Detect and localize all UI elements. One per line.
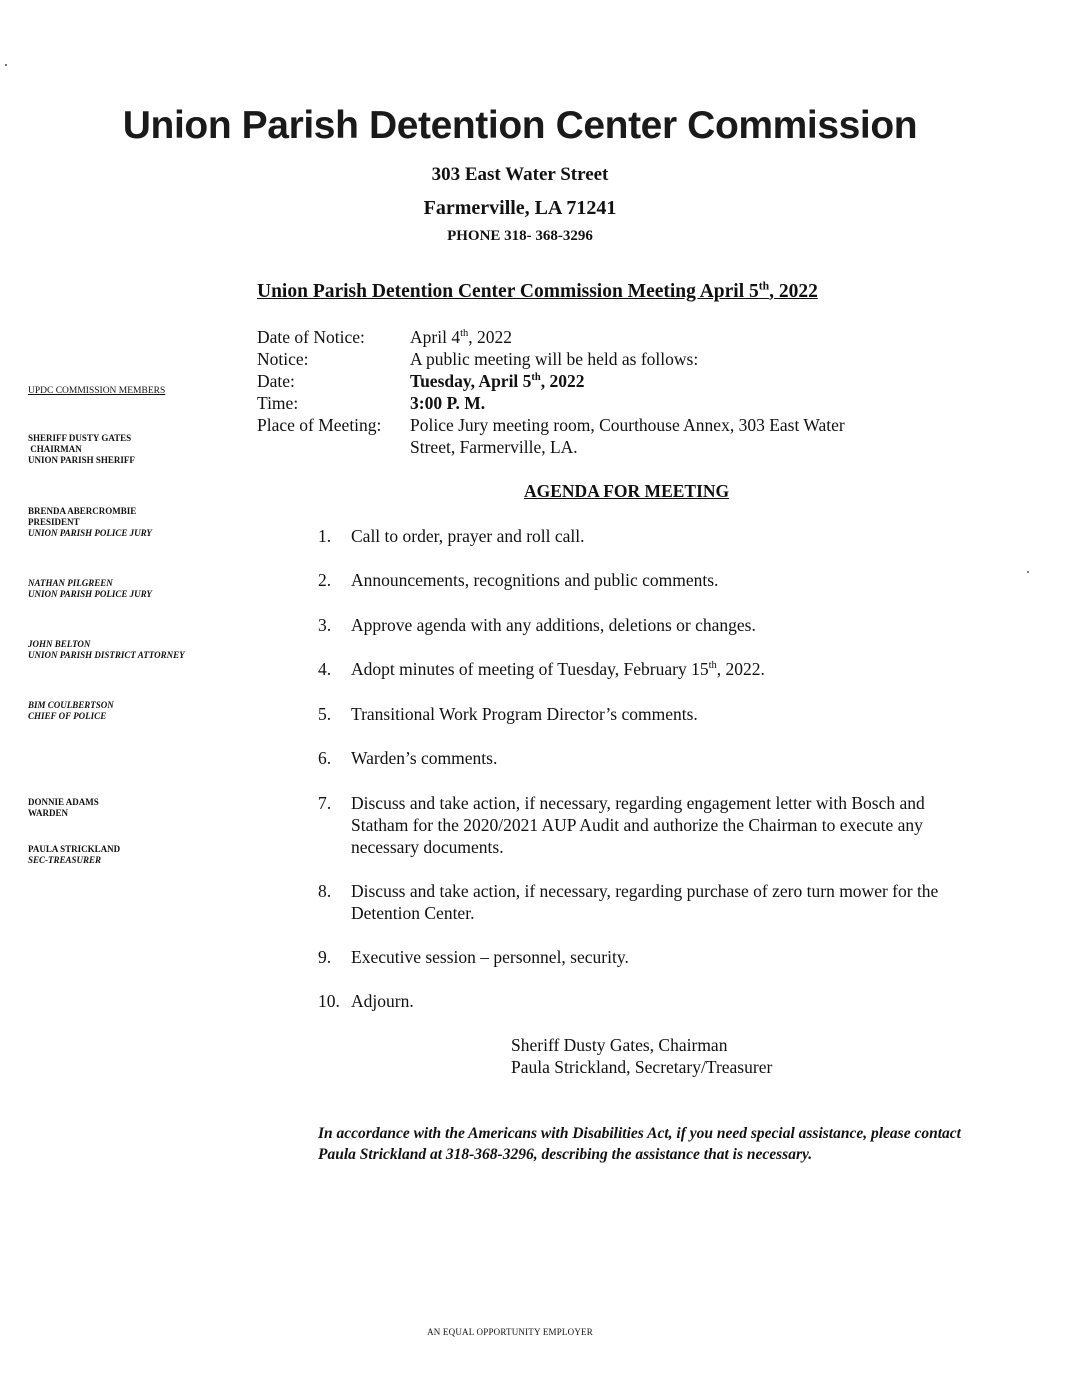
notice-value-date-of-notice: April 4th, 2022 [410, 327, 512, 347]
address-city: Farmerville, LA 71241 [423, 197, 617, 219]
notice-label-notice: Notice: [257, 349, 309, 369]
notice-label-date: Date: [257, 371, 295, 391]
footer-equal-opportunity: AN EQUAL OPPORTUNITY EMPLOYER [427, 1327, 593, 1337]
member-abercrombie: BRENDA ABERCROMBIE PRESIDENT UNION PARISH POLICE JURY [28, 506, 152, 538]
member-pilgreen: NATHAN PILGREEN UNION PARISH POLICE JURY [28, 578, 152, 599]
agenda-item: 5. Transitional Work Program Director’s comments. [318, 704, 698, 724]
document-title: Union Parish Detention Center Commission [122, 104, 918, 147]
member-coulbertson: BIM COULBERTSON CHIEF OF POLICE [28, 700, 114, 721]
member-gates: SHERIFF DUSTY GATES CHAIRMAN UNION PARISH SHERIFF [28, 433, 135, 465]
agenda-item: 3. Approve agenda with any additions, deletions or changes. [318, 615, 756, 635]
agenda-item: 4. Adopt minutes of meeting of Tuesday, February 15th, 2022. [318, 659, 765, 679]
member-belton: JOHN BELTON UNION PARISH DISTRICT ATTORNEY [28, 639, 185, 660]
members-heading: UPDC COMMISSION MEMBERS [28, 386, 166, 396]
agenda-item: 7. Discuss and take action, if necessary, regarding engagement letter with Bosch and Statham for the 2020/2021 AUP Audit and authorize the Chairman to execute any necessary documents. [318, 793, 925, 857]
notice-label-time: Time: [257, 393, 299, 413]
scan-speck [5, 64, 7, 66]
phone-number: PHONE 318- 368-3296 [447, 228, 593, 244]
agenda-heading: AGENDA FOR MEETING [524, 481, 730, 501]
agenda-item: 2. Announcements, recognitions and public comments. [318, 570, 719, 590]
signature-chairman: Sheriff Dusty Gates, Chairman [511, 1035, 728, 1055]
notice-value-notice: A public meeting will be held as follows: [410, 349, 699, 369]
notice-label-place: Place of Meeting: [257, 415, 382, 435]
agenda-item: 10. Adjourn. [318, 991, 414, 1011]
scan-speck [1027, 571, 1029, 573]
ada-notice: In accordance with the Americans with Disabilities Act, if you need special assistance, please contact Paula Strickland at 318-368-3296, describing the assistance that is necessary. [318, 1125, 961, 1163]
member-strickland: PAULA STRICKLAND SEC-TREASURER [28, 844, 121, 865]
agenda-item: 6. Warden’s comments. [318, 748, 498, 768]
notice-value-place-cont: Street, Farmerville, LA. [410, 437, 578, 457]
notice-value-time: 3:00 P. M. [410, 393, 486, 413]
notice-value-place: Police Jury meeting room, Courthouse Annex, 303 East Water [410, 415, 845, 435]
notice-value-date: Tuesday, April 5th, 2022 [410, 371, 585, 391]
address-street: 303 East Water Street [431, 164, 609, 185]
agenda-item: 9. Executive session – personnel, security. [318, 947, 629, 967]
signature-secretary: Paula Strickland, Secretary/Treasurer [511, 1057, 773, 1077]
agenda-item: 8. Discuss and take action, if necessary, regarding purchase of zero turn mower for the Detention Center. [318, 881, 939, 923]
notice-label-date-of-notice: Date of Notice: [257, 327, 365, 347]
meeting-heading: Union Parish Detention Center Commission Meeting April 5th, 2022 [257, 279, 818, 302]
member-adams: DONNIE ADAMS WARDEN [28, 797, 99, 818]
agenda-item: 1. Call to order, prayer and roll call. [318, 526, 585, 546]
